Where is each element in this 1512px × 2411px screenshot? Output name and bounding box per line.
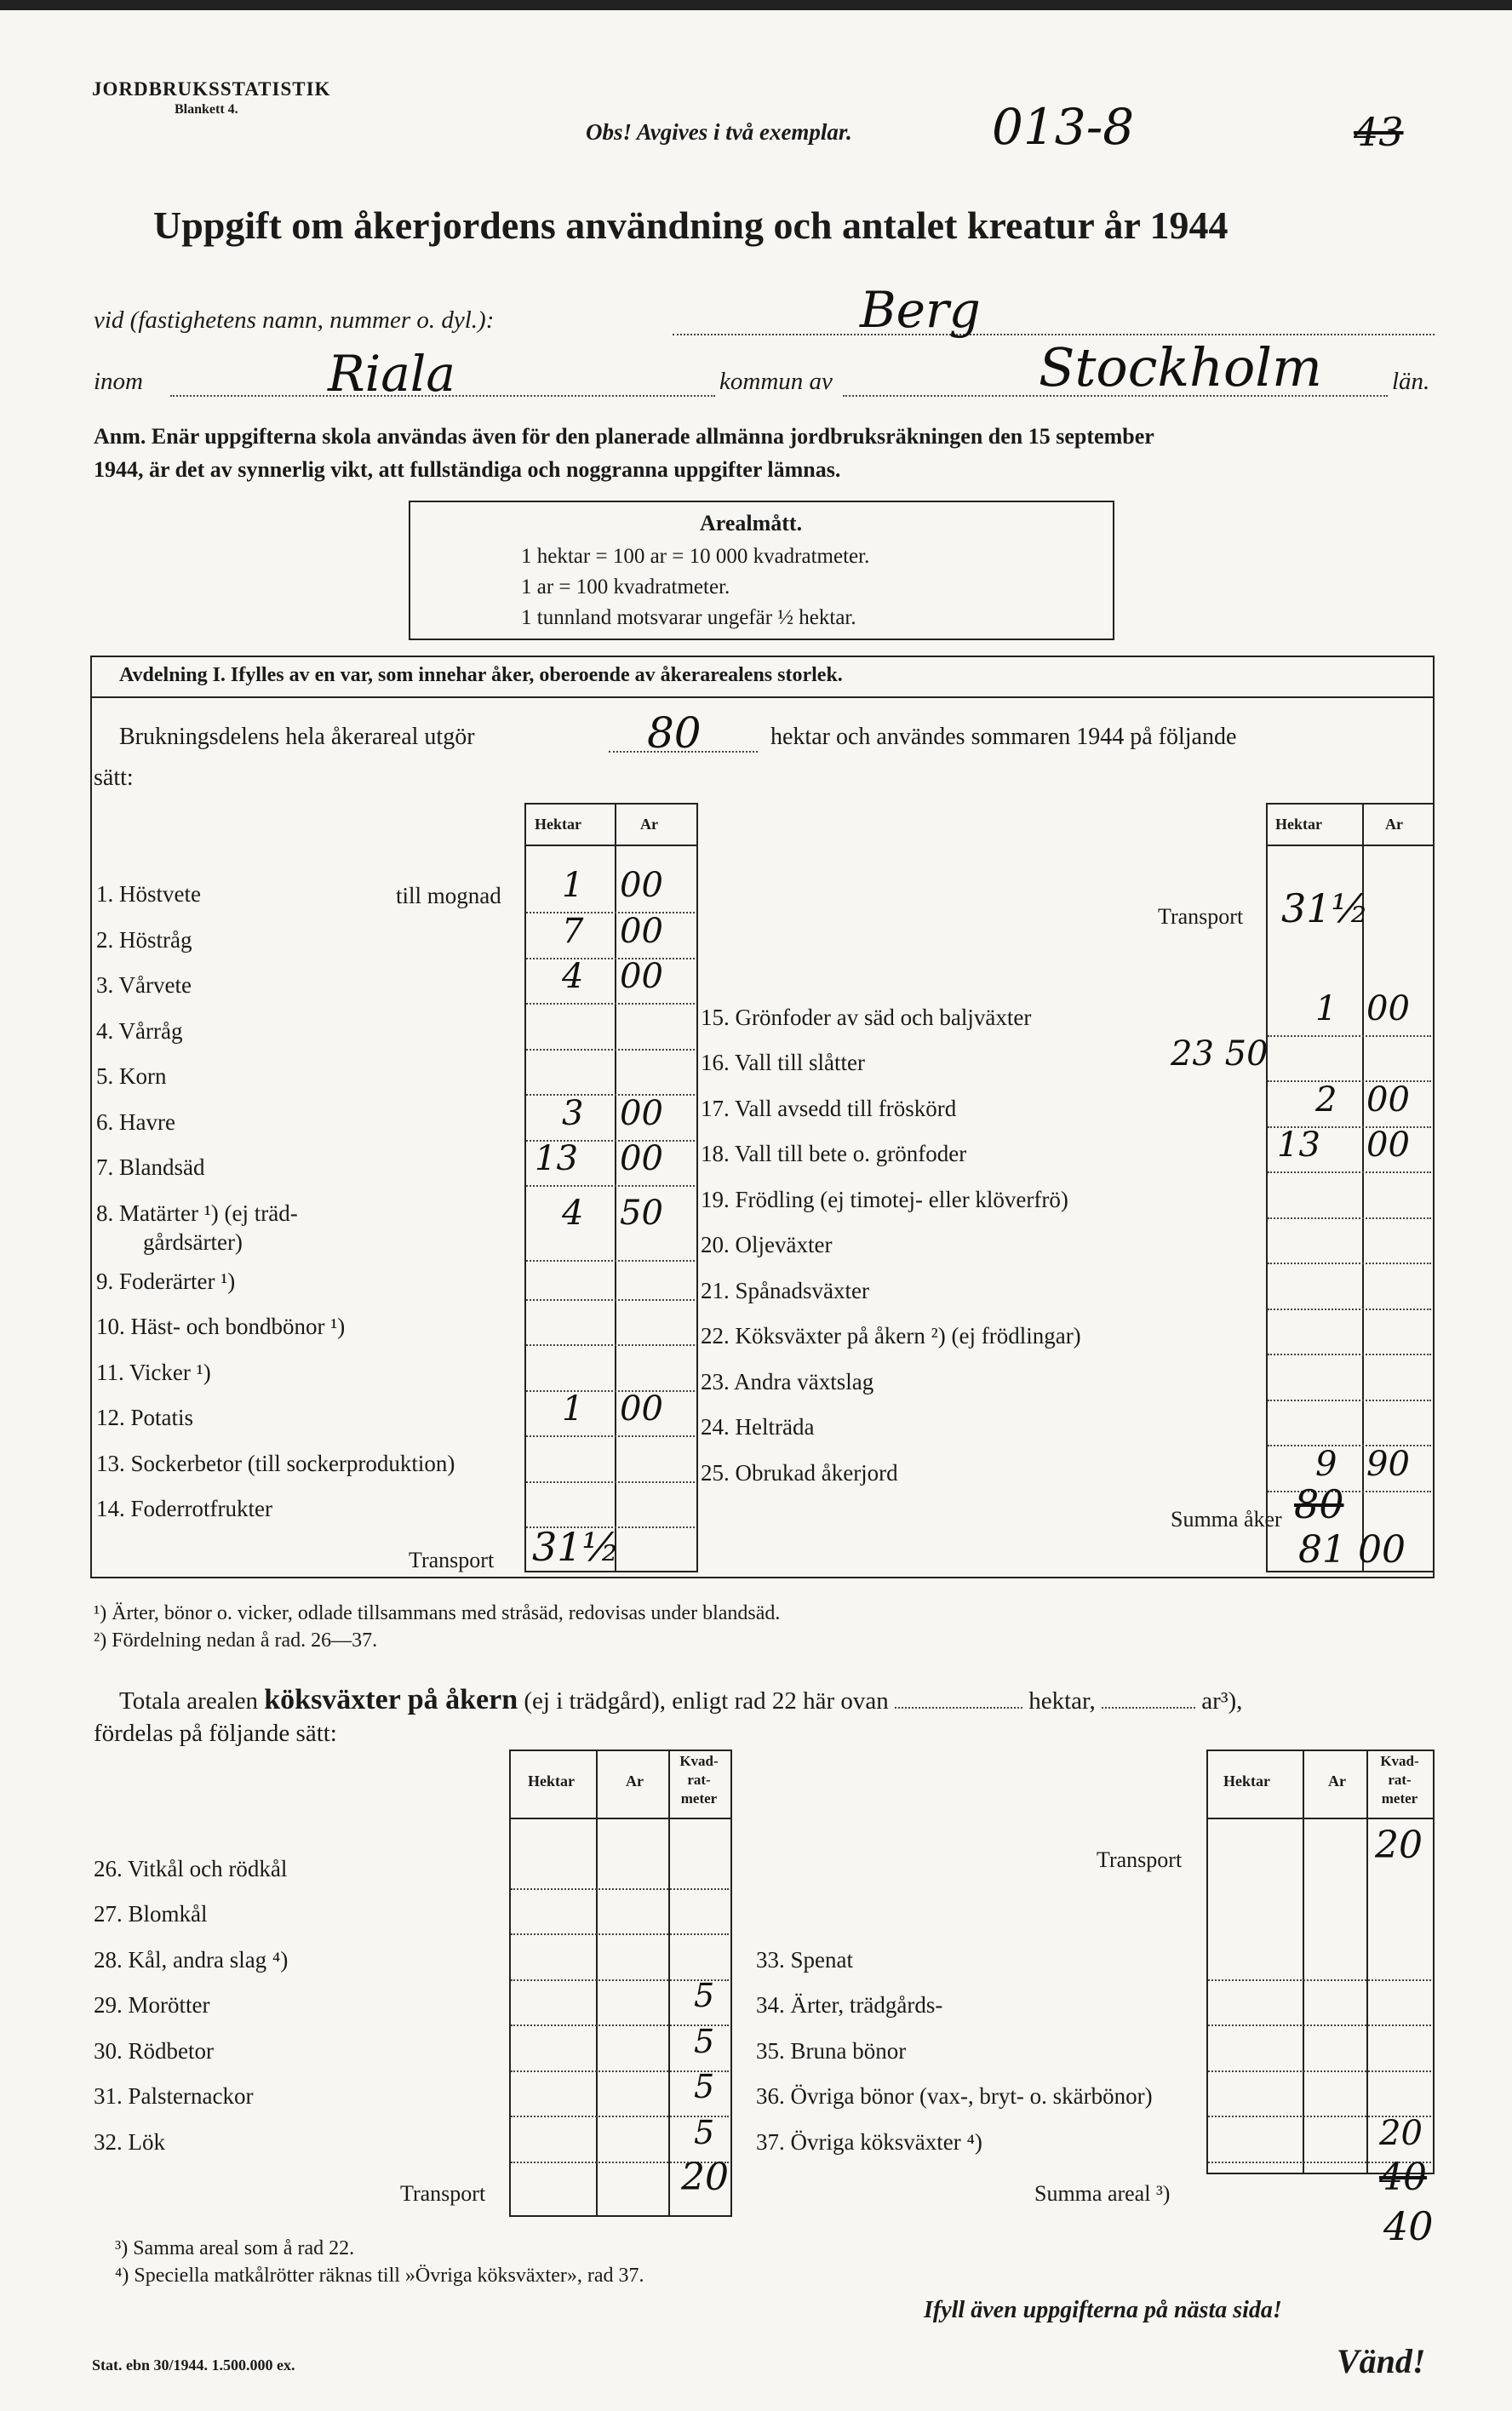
vegetable-row-label: 29. Morötter bbox=[94, 1992, 210, 2018]
kok-right-col-kvad: Kvad-rat-meter bbox=[1380, 1753, 1419, 1807]
row-dotted-line bbox=[1208, 2024, 1431, 2026]
row-dotted-line bbox=[511, 1933, 729, 1935]
kok-left-transport-label: Transport bbox=[400, 2181, 486, 2206]
vegetable-row-label: 37. Övriga köksväxter ⁴) bbox=[756, 2129, 982, 2155]
kommun-label: kommun av bbox=[719, 368, 833, 395]
arealmatt-line-1: 1 hektar = 100 ar = 10 000 kvadratmeter. bbox=[521, 545, 870, 568]
right-col-ar: Ar bbox=[1385, 816, 1403, 833]
crop-row-label: 14. Foderrotfrukter bbox=[96, 1496, 272, 1521]
vegetable-row-label: 34. Ärter, trädgårds- bbox=[756, 1992, 943, 2018]
anm-line-2: 1944, är det av synnerlig vikt, att fullständiga och noggranna uppgifter lämnas. bbox=[94, 457, 841, 482]
crop-hektar-value: 4 bbox=[562, 957, 584, 996]
crop-row-label: 10. Häst- och bondbönor ¹) bbox=[96, 1314, 346, 1339]
kok-left-col-kvad: Kvad-rat-meter bbox=[679, 1753, 719, 1807]
crop-row-label-2: gårdsärter) bbox=[143, 1229, 243, 1255]
row-dotted-line bbox=[1268, 1400, 1431, 1401]
row-dotted-line bbox=[1208, 2070, 1431, 2072]
row-dotted-line bbox=[1268, 1309, 1431, 1310]
row-dotted-line bbox=[526, 1003, 695, 1005]
row-dotted-line bbox=[526, 958, 695, 959]
right-col-hektar: Hektar bbox=[1275, 816, 1322, 833]
crop-row-label: 5. Korn bbox=[96, 1063, 167, 1089]
turn-page: Vänd! bbox=[1337, 2342, 1426, 2380]
summa-aker-corrected: 81 00 bbox=[1298, 1528, 1406, 1572]
kok-summa-corrected: 40 bbox=[1383, 2203, 1434, 2249]
kok-left-col-hektar: Hektar bbox=[528, 1772, 575, 1790]
footnote-4: ⁴) Speciella matkålrötter räknas till »Övriga köksväxter», rad 37. bbox=[115, 2265, 644, 2287]
summa-aker-value: 80 bbox=[1294, 1481, 1344, 1527]
left-col-ar: Ar bbox=[640, 816, 658, 833]
crop-row-label: 6. Havre bbox=[96, 1109, 175, 1135]
vegetable-row-label: 26. Vitkål och rödkål bbox=[94, 1856, 288, 1881]
row-dotted-line bbox=[526, 1260, 695, 1262]
stat-name: JORDBRUKSSTATISTIK bbox=[92, 78, 331, 100]
vid-label: vid (fastighetens namn, nummer o. dyl.): bbox=[94, 306, 495, 334]
kok-summa-label: Summa areal ³) bbox=[1034, 2181, 1171, 2206]
kok-intro-b: (ej i trädgård), enligt rad 22 här ovan bbox=[524, 1687, 889, 1715]
footnote-1: ¹) Ärter, bönor o. vicker, odlade tillsammans med stråsäd, redovisas under blandsäd. bbox=[94, 1602, 781, 1624]
kok-right-table bbox=[1206, 1750, 1435, 2174]
crop-row-label: 19. Frödling (ej timotej- eller klöverfrö) bbox=[701, 1187, 1068, 1212]
left-col-hektar: Hektar bbox=[535, 816, 581, 833]
right-transport-label: Transport bbox=[1158, 904, 1244, 929]
crop-ar-value: 00 bbox=[1366, 989, 1410, 1028]
kok-intro-bold: köksväxter på åkern bbox=[264, 1684, 518, 1715]
vegetable-kvad-value: 5 bbox=[694, 2023, 715, 2060]
arealmatt-title: Arealmått. bbox=[700, 511, 803, 535]
crop-ar-value: 00 bbox=[620, 912, 663, 951]
row-dotted-line bbox=[1268, 1263, 1431, 1264]
crop-hektar-value: 7 bbox=[562, 912, 584, 951]
crop-row-label: 13. Sockerbetor (till sockerproduktion) bbox=[96, 1451, 455, 1476]
crop-ar-value: 00 bbox=[620, 957, 663, 996]
crop-row-label: 23. Andra växtslag bbox=[701, 1369, 874, 1394]
kok-right-transport-value: 20 bbox=[1375, 1824, 1423, 1867]
crop-row-label: 12. Potatis bbox=[96, 1405, 194, 1430]
arealmatt-line-3: 1 tunnland motsvarar ungefär ½ hektar. bbox=[521, 606, 856, 629]
crop-row-label: 2. Höstråg bbox=[96, 927, 192, 953]
crop-row-label: 21. Spånadsväxter bbox=[701, 1278, 869, 1303]
crop-row-label: 4. Vårråg bbox=[96, 1018, 183, 1044]
vegetable-kvad-value: 5 bbox=[694, 2114, 715, 2151]
crop-row-label: 20. Oljeväxter bbox=[701, 1232, 833, 1257]
kok-right-transport-label: Transport bbox=[1097, 1847, 1183, 1872]
crop-ar-value: 90 bbox=[1366, 1445, 1410, 1484]
vegetable-row-label: 32. Lök bbox=[94, 2129, 165, 2155]
left-transport-label: Transport bbox=[409, 1548, 495, 1572]
kok-left-transport-value: 20 bbox=[681, 2156, 729, 2199]
kok-right-col-ar: Ar bbox=[1328, 1772, 1346, 1790]
row-dotted-line bbox=[526, 1299, 695, 1301]
kok-intro-c: hektar, bbox=[1028, 1687, 1096, 1715]
intro-part-b: hektar och användes sommaren 1944 på följande bbox=[770, 724, 1237, 750]
crop-row-label: 3. Vårvete bbox=[96, 972, 192, 998]
row-dotted-line bbox=[1268, 1354, 1431, 1355]
anm-line-1: Anm. Enär uppgifterna skola användas även för den planerade allmänna jordbruksräkningen den 15 september bbox=[94, 424, 1154, 449]
crop-hektar-value: 1 bbox=[562, 1389, 584, 1429]
arealmatt-line-2: 1 ar = 100 kvadratmeter. bbox=[521, 576, 730, 598]
crop-row-label: 22. Köksväxter på åkern ²) (ej frödlingar) bbox=[701, 1323, 1081, 1349]
inom-label: inom bbox=[94, 368, 143, 395]
crop-hektar-value: 3 bbox=[562, 1094, 584, 1133]
row-dotted-line bbox=[1268, 1171, 1431, 1173]
row-dotted-line bbox=[1268, 1217, 1431, 1219]
kok-summa-value: 40 bbox=[1379, 2156, 1427, 2199]
crop-hektar-value: 1 bbox=[562, 866, 584, 905]
handwritten-number: 43 bbox=[1354, 109, 1404, 155]
right-transport-value: 31½ bbox=[1281, 885, 1370, 931]
vegetable-row-label: 33. Spenat bbox=[756, 1947, 853, 1973]
kok-intro-d: ar³), bbox=[1201, 1687, 1243, 1715]
vid-value: Berg bbox=[860, 281, 981, 339]
crop-row-label: 18. Vall till bete o. grönfoder bbox=[701, 1141, 967, 1166]
intro-part-c: sätt: bbox=[94, 765, 134, 791]
footnote-3: ³) Samma areal som å rad 22. bbox=[115, 2237, 355, 2259]
row-dotted-line bbox=[1268, 1035, 1431, 1037]
row-dotted-line bbox=[526, 1435, 695, 1437]
lan-label: län. bbox=[1392, 368, 1430, 395]
crop-ar-value: 00 bbox=[1366, 1080, 1410, 1120]
vegetable-kvad-value: 20 bbox=[1379, 2114, 1423, 2153]
crop-ar-value: 00 bbox=[620, 1389, 663, 1429]
vegetable-row-label: 27. Blomkål bbox=[94, 1901, 208, 1927]
form-number: Blankett 4. bbox=[175, 102, 238, 117]
kommun-value: Riala bbox=[328, 345, 455, 403]
row-dotted-line bbox=[526, 1481, 695, 1483]
row-dotted-line bbox=[526, 1344, 695, 1346]
left-transport-value: 31½ bbox=[532, 1524, 621, 1570]
crop-hektar-value: 9 bbox=[1315, 1445, 1337, 1484]
crop-hektar-value: 13 bbox=[1277, 1125, 1320, 1165]
crop-hektar-value: 2 bbox=[1315, 1080, 1337, 1120]
arealmatt-box bbox=[409, 501, 1114, 640]
kok-intro-a: Totala arealen bbox=[119, 1687, 258, 1715]
kok-right-col-hektar: Hektar bbox=[1223, 1772, 1270, 1790]
crop-row-label: 1. Höstvete bbox=[96, 881, 201, 907]
till-mognad-label: till mognad bbox=[396, 883, 501, 908]
row-dotted-line bbox=[526, 1390, 695, 1392]
crop-ar-value: 50 bbox=[620, 1194, 663, 1233]
footnote-2: ²) Fördelning nedan å rad. 26—37. bbox=[94, 1629, 378, 1652]
crop-row-label: 9. Foderärter ¹) bbox=[96, 1268, 236, 1294]
page-title: Uppgift om åkerjordens användning och antalet kreatur år 1944 bbox=[153, 203, 1228, 247]
vegetable-kvad-value: 5 bbox=[694, 1977, 715, 2014]
crop-ar-value: 00 bbox=[620, 1139, 663, 1178]
row-dotted-line bbox=[1268, 1491, 1431, 1492]
crop-row-label: 8. Matärter ¹) (ej träd- bbox=[96, 1200, 298, 1226]
crop-row-label: 25. Obrukad åkerjord bbox=[701, 1460, 898, 1486]
crop-ar-value: 00 bbox=[620, 866, 663, 905]
vegetable-row-label: 35. Bruna bönor bbox=[756, 2038, 907, 2064]
obs-note: Obs! Avgives i två exemplar. bbox=[586, 119, 852, 145]
crop-hektar-value: 1 bbox=[1315, 989, 1337, 1028]
summa-aker-label: Summa åker bbox=[1171, 1507, 1282, 1532]
crop-hektar-value: 23 50 bbox=[1171, 1034, 1269, 1074]
total-area-value: 80 bbox=[647, 708, 702, 758]
crop-hektar-value: 13 bbox=[535, 1139, 578, 1178]
crop-hektar-value: 4 bbox=[562, 1194, 584, 1233]
crop-ar-value: 00 bbox=[620, 1094, 663, 1133]
crop-ar-value: 00 bbox=[1366, 1125, 1410, 1165]
row-dotted-line bbox=[511, 1888, 729, 1890]
vegetable-row-label: 28. Kål, andra slag ⁴) bbox=[94, 1947, 289, 1973]
top-edge bbox=[0, 0, 1512, 10]
row-dotted-line bbox=[526, 1049, 695, 1051]
kok-intro bbox=[119, 1684, 1242, 1716]
crop-row-label: 7. Blandsäd bbox=[96, 1154, 205, 1180]
left-value-table bbox=[524, 803, 698, 1572]
kok-intro-e: fördelas på följande sätt: bbox=[94, 1720, 337, 1747]
row-dotted-line bbox=[526, 1185, 695, 1187]
crop-row-label: 16. Vall till slåtter bbox=[701, 1050, 865, 1075]
avdelning-heading: Avdelning I. Ifylles av en var, som innehar åker, oberoende av åkerarealens storlek. bbox=[119, 664, 843, 686]
lan-value: Stockholm bbox=[1039, 336, 1322, 398]
handwritten-code: 013-8 bbox=[992, 98, 1135, 156]
vegetable-kvad-value: 5 bbox=[694, 2068, 715, 2105]
crop-row-label: 24. Helträda bbox=[701, 1414, 815, 1440]
crop-row-label: 17. Vall avsedd till fröskörd bbox=[701, 1096, 957, 1121]
row-dotted-line bbox=[1208, 1979, 1431, 1981]
intro-part-a: Brukningsdelens hela åkerareal utgör bbox=[119, 724, 475, 750]
vegetable-row-label: 31. Palsternackor bbox=[94, 2083, 254, 2109]
crop-row-label: 11. Vicker ¹) bbox=[96, 1360, 211, 1385]
print-info: Stat. ebn 30/1944. 1.500.000 ex. bbox=[92, 2357, 295, 2374]
row-dotted-line bbox=[526, 1094, 695, 1096]
row-dotted-line bbox=[526, 912, 695, 913]
crop-row-label: 15. Grönfoder av säd och baljväxter bbox=[701, 1005, 1032, 1030]
vegetable-row-label: 30. Rödbetor bbox=[94, 2038, 214, 2064]
vegetable-row-label: 36. Övriga bönor (vax-, bryt- o. skärbönor) bbox=[756, 2083, 1153, 2109]
kok-left-col-ar: Ar bbox=[626, 1772, 644, 1790]
fill-next-page: Ifyll även uppgifterna på nästa sida! bbox=[924, 2297, 1282, 2323]
